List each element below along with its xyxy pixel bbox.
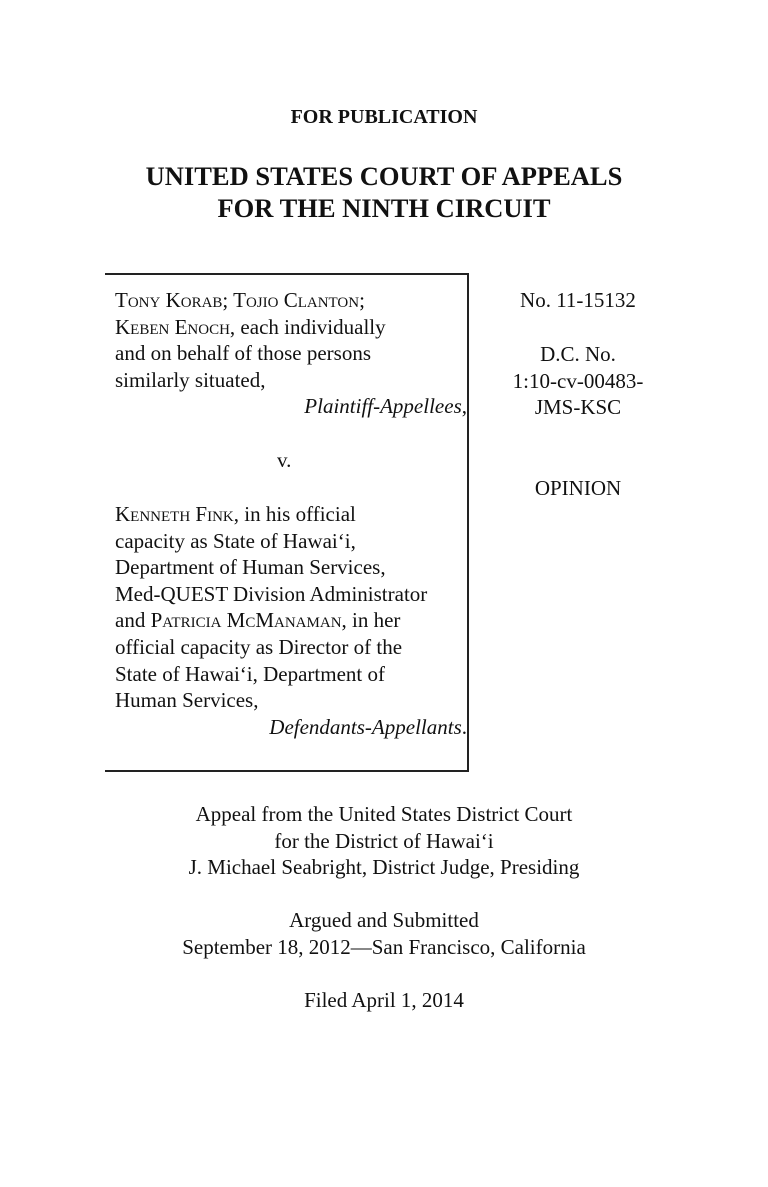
- defendant-line2: capacity as State of Hawai‘i,: [115, 528, 356, 553]
- plaintiff-line3: and on behalf of those persons: [115, 341, 372, 366]
- case-number: No. 11-15132: [520, 288, 636, 312]
- appeal-info: [0, 801, 768, 881]
- plaintiff-line4: similarly situated,: [115, 367, 266, 392]
- district-court-number: [470, 341, 686, 421]
- appeal-line2: for the District of Hawai‘i: [274, 828, 494, 853]
- plaintiff-names-line1: Tony Korab; Tojio Clanton;: [115, 288, 365, 312]
- defendant-line1: Kenneth Fink, in his official: [115, 502, 356, 526]
- dc-label: D.C. No.: [540, 342, 616, 366]
- court-name: [0, 160, 768, 224]
- defendant-line4: Med-QUEST Division Administrator: [115, 581, 428, 606]
- argued-line2: September 18, 2012—San Francisco, California: [182, 934, 586, 959]
- defendant-line5: and Patricia McManaman, in her: [115, 608, 401, 633]
- appeal-line3: J. Michael Seabright, District Judge, Presiding: [188, 855, 580, 880]
- defendant-line3: Department of Human Services,: [115, 555, 386, 580]
- court-name-line1: UNITED STATES COURT OF APPEALS: [145, 161, 623, 191]
- plaintiff-names-line2: Keben Enoch, each individually: [115, 314, 386, 339]
- plaintiff-role: Plaintiff-Appellees,: [304, 394, 467, 419]
- plaintiffs-block: [115, 287, 467, 420]
- defendant-line8: Human Services,: [115, 688, 259, 713]
- dc-number-line1: 1:10-cv-00483-: [512, 368, 644, 393]
- versus: v.: [277, 448, 292, 472]
- argued-line1: Argued and Submitted: [289, 908, 479, 932]
- defendants-block: [115, 501, 467, 740]
- court-name-line2: FOR THE NINTH CIRCUIT: [217, 193, 551, 223]
- filed-date: Filed April 1, 2014: [304, 988, 464, 1012]
- defendant-line7: State of Hawai‘i, Department of: [115, 661, 385, 686]
- defendant-role: Defendants-Appellants.: [269, 714, 467, 739]
- publication-status: FOR PUBLICATION: [290, 106, 478, 128]
- appeal-line1: Appeal from the United States District Court: [195, 802, 573, 826]
- defendant-line6: official capacity as Director of the: [115, 634, 403, 659]
- argued-info: [0, 907, 768, 960]
- document-type: OPINION: [534, 476, 622, 500]
- dc-number-line2: JMS-KSC: [534, 395, 622, 420]
